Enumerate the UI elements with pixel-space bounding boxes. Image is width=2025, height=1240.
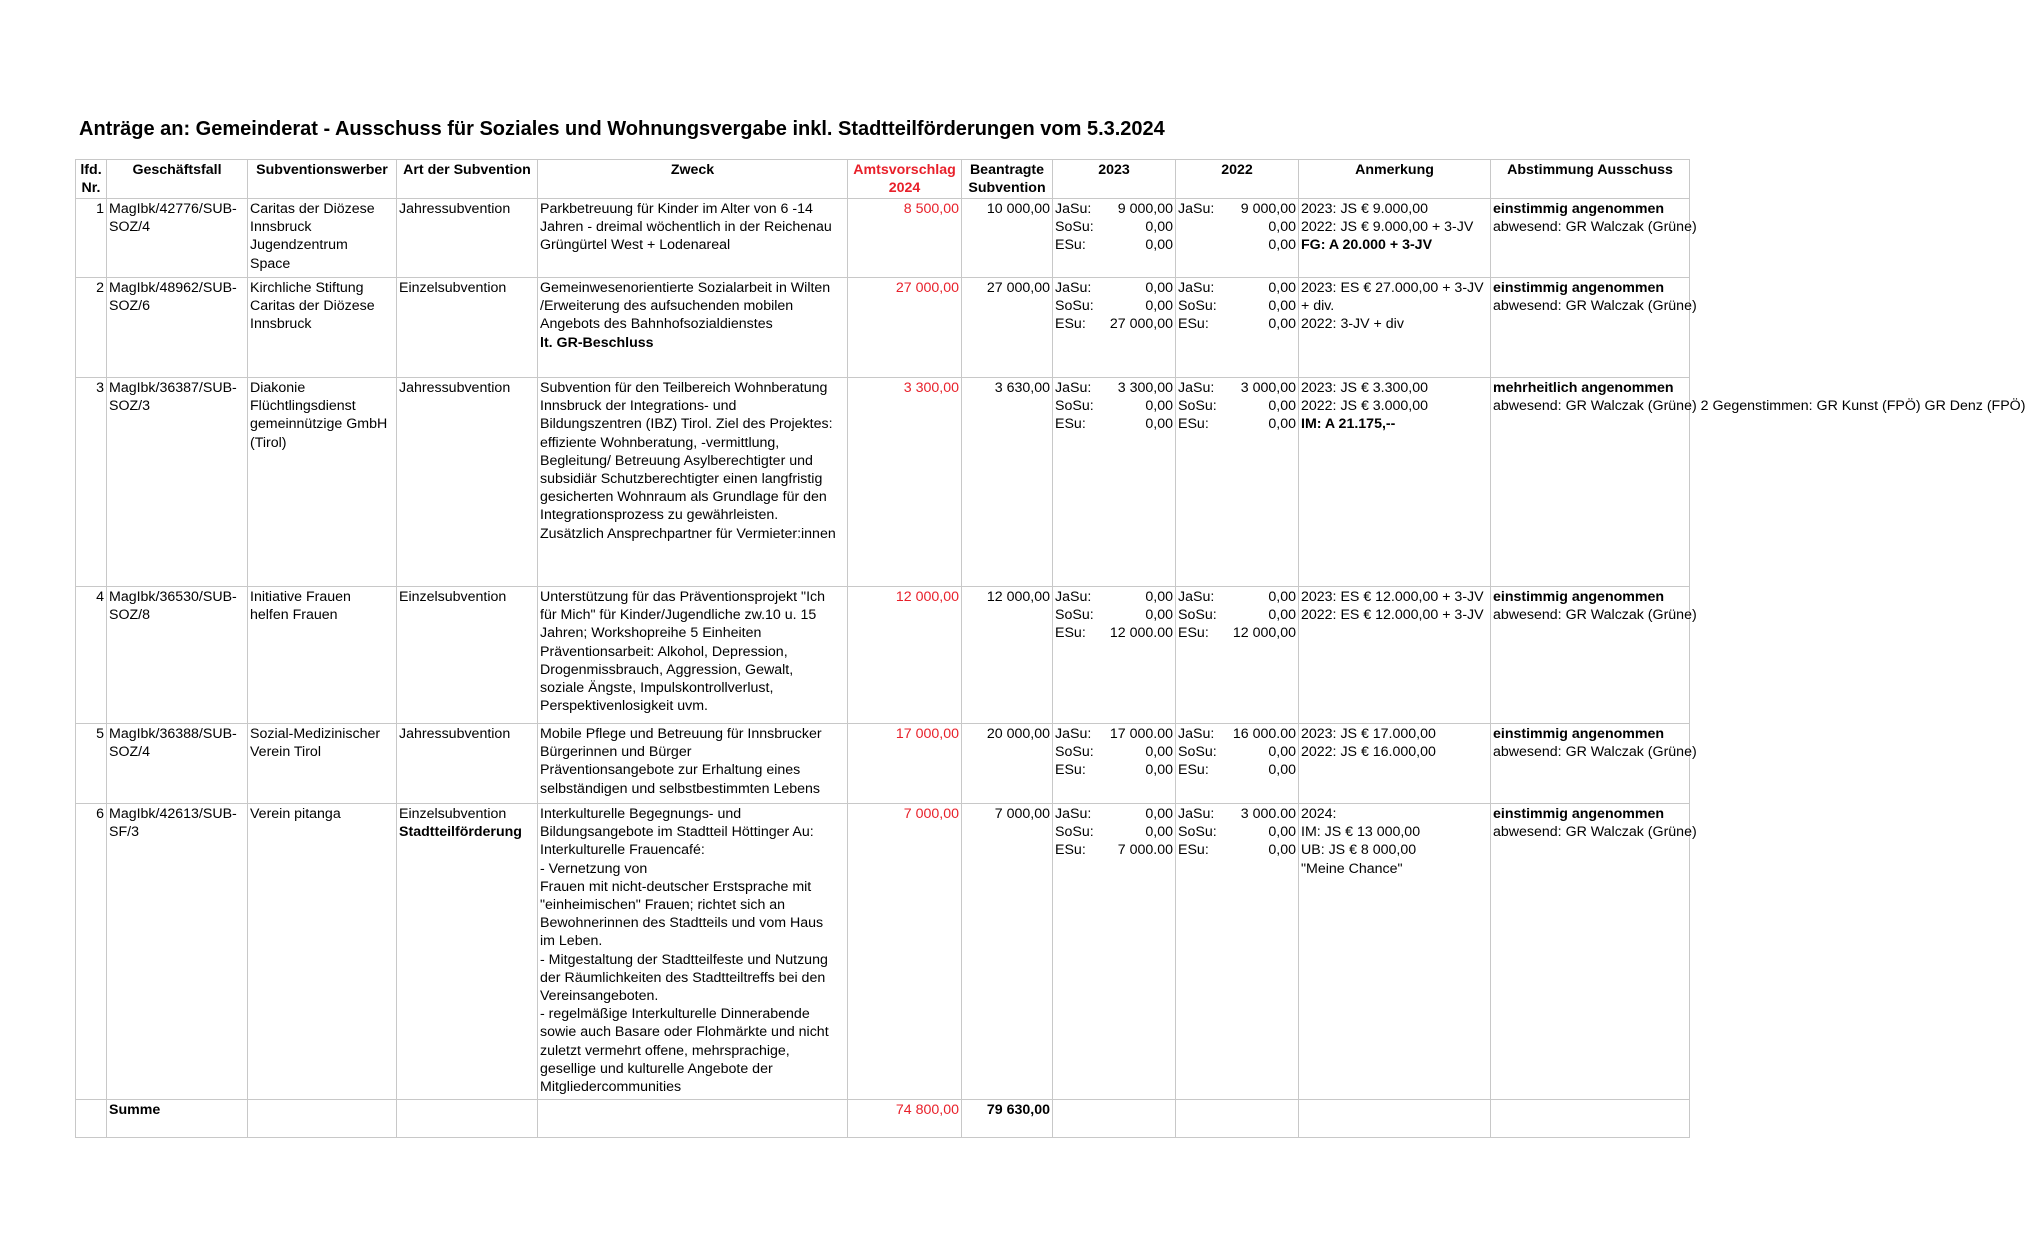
cell-anmerkung <box>1299 199 1491 278</box>
header-row <box>76 160 1690 199</box>
cell-2022-labels <box>1176 378 1226 587</box>
zweck-text: Subvention für den Teilbereich Wohnberatung Innsbruck der Integrations- und Bildungszentren (IBZ) Tirol. Ziel des Projektes: effiziente Wohnberatung, -vermittlung, Begleitung/ Betreuung Asylberechtigter und subsidiär Schutzberechtigter einen langfristig gesicherten Wohnraum als Grundlage für den Integrationsprozess zu gewährleisten. Zusätzlich Ansprechpartner für Vermieter:innen <box>540 380 836 542</box>
header-geschaeftsfall: Geschäftsfall <box>107 160 248 199</box>
cell-2022-labels <box>1176 199 1226 278</box>
summe-beantragt: 79 630,00 <box>962 1100 1053 1138</box>
label-2023: JaSu: <box>1055 589 1092 605</box>
cell-abstimmung <box>1491 378 2025 587</box>
value-2023: 0,00 <box>1145 806 1173 822</box>
zweck-text: Mobile Pflege und Betreuung für Innsbrucker Bürgerinnen und Bürger Präventionsangebote zur Erhaltung eines selbständigen und selbstbestimmten Lebens <box>540 726 822 797</box>
value-2022: 12 000,00 <box>1232 625 1296 642</box>
value-2023: 0,00 <box>1145 824 1173 841</box>
abstimmung-result: einstimmig angenommen <box>1493 201 1665 217</box>
art-text: Einzelsubvention <box>399 589 507 605</box>
cell-geschaeftsfall: MagIbk/36387/SUB- SOZ/3 <box>107 378 248 587</box>
table-row <box>76 199 1690 278</box>
cell-geschaeftsfall: MagIbk/42776/SUB- SOZ/4 <box>107 199 248 278</box>
abstimmung-result: einstimmig angenommen <box>1493 280 1665 296</box>
cell-nr: 6 <box>76 804 107 1100</box>
cell-abstimmung <box>1491 724 1697 804</box>
cell-abstimmung <box>1491 587 1697 724</box>
table-row <box>76 278 1690 378</box>
cell-art <box>397 378 538 587</box>
label-2022: SoSu: <box>1178 744 1217 761</box>
cell-geschaeftsfall: MagIbk/48962/SUB- SOZ/6 <box>107 278 248 378</box>
label-2022: JaSu: <box>1178 806 1215 822</box>
cell-2023-labels <box>1053 378 1102 587</box>
label-2022: JaSu: <box>1178 726 1215 742</box>
summe-label: Summe <box>107 1100 248 1138</box>
cell-2022-labels <box>1176 587 1226 724</box>
cell-zweck <box>538 278 848 378</box>
label-2022: SoSu: <box>1178 607 1217 624</box>
value-2023: 0,00 <box>1145 416 1173 433</box>
value-2023: 27 000,00 <box>1109 316 1173 333</box>
value-2022: 0,00 <box>1268 298 1296 315</box>
abstimmung-result: mehrheitlich angenommen <box>1493 380 1674 396</box>
cell-subventionswerber: Verein pitanga <box>248 804 397 1100</box>
value-2023: 12 000.00 <box>1109 625 1173 642</box>
value-2022: 0,00 <box>1268 842 1296 859</box>
cell-zweck <box>538 804 848 1100</box>
cell-2023-labels <box>1053 804 1102 1100</box>
art-text: Jahressubvention <box>399 201 511 217</box>
header-art: Art der Subvention <box>397 160 538 199</box>
label-2023: ESu: <box>1055 762 1086 779</box>
label-2022: ESu: <box>1178 762 1209 779</box>
cell-beantragt: 12 000,00 <box>962 587 1053 724</box>
cell-2023-values <box>1102 378 1176 587</box>
header-abstimmung: Abstimmung Ausschuss <box>1491 160 1690 199</box>
art-text: Jahressubvention <box>399 380 511 396</box>
cell-nr: 2 <box>76 278 107 378</box>
cell-abstimmung <box>1491 804 1697 1100</box>
zweck-text: Gemeinwesenorientierte Sozialarbeit in Wilten /Erweiterung des aufsuchenden mobilen Angebots des Bahnhofsozialdienstes <box>540 280 831 333</box>
cell-2022-values <box>1226 587 1299 724</box>
cell-2023-labels <box>1053 587 1102 724</box>
summe-empty <box>1176 1100 1299 1138</box>
cell-beantragt: 20 000,00 <box>962 724 1053 804</box>
value-2023: 3 300,00 <box>1117 380 1173 396</box>
label-2023: JaSu: <box>1055 726 1092 742</box>
anmerkung-text: 2023: JS € 17.000,00 2022: JS € 16.000,00 <box>1301 726 1436 761</box>
cell-2022-values <box>1226 724 1299 804</box>
cell-2023-values <box>1102 724 1176 804</box>
cell-subventionswerber: Caritas der Diözese Innsbruck Jugendzentrum Space <box>248 199 397 278</box>
cell-anmerkung <box>1299 278 1491 378</box>
label-2023: ESu: <box>1055 625 1086 642</box>
cell-subventionswerber: Kirchliche Stiftung Caritas der Diözese Innsbruck <box>248 278 397 378</box>
cell-art <box>397 199 538 278</box>
cell-2023-values <box>1102 587 1176 724</box>
cell-beantragt: 10 000,00 <box>962 199 1053 278</box>
cell-2022-labels <box>1176 804 1226 1100</box>
art-text: Einzelsubvention <box>399 806 507 822</box>
cell-2023-values <box>1102 804 1176 1100</box>
value-2023: 0,00 <box>1145 744 1173 761</box>
cell-2022-values <box>1226 278 1299 378</box>
cell-geschaeftsfall: MagIbk/36388/SUB- SOZ/4 <box>107 724 248 804</box>
label-2022: ESu: <box>1178 316 1209 333</box>
summe-empty <box>538 1100 848 1138</box>
summe-empty <box>1491 1100 1690 1138</box>
cell-zweck <box>538 587 848 724</box>
label-2023: ESu: <box>1055 316 1086 333</box>
summe-empty <box>1299 1100 1491 1138</box>
value-2022: 0,00 <box>1268 824 1296 841</box>
label-2022: JaSu: <box>1178 380 1215 396</box>
label-2023: JaSu: <box>1055 806 1092 822</box>
cell-art <box>397 278 538 378</box>
cell-nr: 1 <box>76 199 107 278</box>
cell-art <box>397 724 538 804</box>
header-2023: 2023 <box>1053 160 1176 199</box>
label-2023: SoSu: <box>1055 824 1094 841</box>
label-2022: JaSu: <box>1178 280 1215 296</box>
anmerkung-text: 2023: JS € 3.300,00 2022: JS € 3.000,00 <box>1301 380 1429 415</box>
value-2022: 0,00 <box>1268 744 1296 761</box>
cell-subventionswerber: Initiative Frauen helfen Frauen <box>248 587 397 724</box>
label-2023: JaSu: <box>1055 280 1092 296</box>
cell-anmerkung <box>1299 724 1491 804</box>
subsidy-table <box>75 159 2025 1138</box>
label-2023: SoSu: <box>1055 298 1094 315</box>
header-beantragt: Beantragte Subvention <box>962 160 1053 199</box>
value-2022: 0,00 <box>1268 762 1296 779</box>
cell-2023-values <box>1102 199 1176 278</box>
cell-2022-values <box>1226 804 1299 1100</box>
value-2023: 0,00 <box>1145 237 1173 254</box>
header-nr: lfd. Nr. <box>76 160 107 199</box>
anmerkung-text: 2023: ES € 12.000,00 + 3-JV 2022: ES € 12.000,00 + 3-JV <box>1301 589 1484 624</box>
table-row <box>76 587 1690 724</box>
value-2023: 9 000,00 <box>1117 201 1173 217</box>
value-2023: 0,00 <box>1145 280 1173 296</box>
zweck-text: Interkulturelle Begegnungs- und Bildungsangebote im Stadtteil Höttinger Au: Interkulturelle Frauencafé: - Vernetzung von Frauen mit nicht-deutscher Erstsprache mit "einheimischen" Frauen; richtet sich an Bewohnerinnen des Stadtteils und vom Haus im Leben. - Mitgestaltung der Stadtteilfeste und Nutzung der Räumlichkeiten des Stadtteiltreffs bei den Vereinsangeboten. - regelmäßige Interkulturelle Dinnerabende sowie auch Basare oder Flohmärkte und nicht zuletzt vermehrt offene, mehrsprachige, gesellige und kulturelle Angebote der Mitgliedercommunities <box>540 806 829 1096</box>
anmerkung-text: 2024: IM: JS € 13 000,00 UB: JS € 8 000,00 "Meine Chance" <box>1301 806 1421 877</box>
cell-geschaeftsfall: MagIbk/36530/SUB- SOZ/8 <box>107 587 248 724</box>
anmerkung-text: 2023: JS € 9.000,00 2022: JS € 9.000,00 + 3-JV <box>1301 201 1474 236</box>
label-2022: ESu: <box>1178 625 1209 642</box>
abstimmung-detail: abwesend: GR Walczak (Grüne) <box>1493 744 1697 761</box>
cell-zweck <box>538 378 848 587</box>
zweck-text: Unterstützung für das Präventionsprojekt "Ich für Mich" für Kinder/Jugendliche zw.10 u. 15 Jahren; Workshopreihe 5 Einheiten Präventionsarbeit: Alkohol, Depression, Drogenmissbrauch, Aggression, Gewalt, soziale Ängste, Impulskontrollverlust, Perspektivenlosigkeit uvm. <box>540 589 825 715</box>
abstimmung-result: einstimmig angenommen <box>1493 726 1665 742</box>
value-2022: 0,00 <box>1268 280 1296 296</box>
abstimmung-detail: abwesend: GR Walczak (Grüne) <box>1493 607 1697 624</box>
summe-amtsvorschlag: 74 800,00 <box>848 1100 962 1138</box>
value-2022: 0,00 <box>1268 416 1296 433</box>
header-anmerkung: Anmerkung <box>1299 160 1491 199</box>
value-2023: 0,00 <box>1145 398 1173 415</box>
anmerkung-text: 2023: ES € 27.000,00 + 3-JV + div. 2022: 3-JV + div <box>1301 280 1484 333</box>
cell-subventionswerber: Diakonie Flüchtlingsdienst gemeinnützige GmbH (Tirol) <box>248 378 397 587</box>
cell-anmerkung <box>1299 804 1491 1100</box>
value-2022: 16 000.00 <box>1232 726 1296 742</box>
label-2023: SoSu: <box>1055 398 1094 415</box>
abstimmung-detail: abwesend: GR Walczak (Grüne) <box>1493 219 1697 236</box>
cell-2023-values <box>1102 278 1176 378</box>
value-2022: 0,00 <box>1268 398 1296 415</box>
cell-2022-labels <box>1176 278 1226 378</box>
cell-2023-labels <box>1053 724 1102 804</box>
cell-subventionswerber: Sozial-Medizinischer Verein Tirol <box>248 724 397 804</box>
label-2022: SoSu: <box>1178 298 1217 315</box>
cell-amtsvorschlag: 12 000,00 <box>848 587 962 724</box>
cell-2022-values <box>1226 199 1299 278</box>
abstimmung-detail: abwesend: GR Walczak (Grüne) <box>1493 824 1697 841</box>
value-2022: 0,00 <box>1268 219 1296 236</box>
cell-beantragt: 27 000,00 <box>962 278 1053 378</box>
header-subventionswerber: Subventionswerber <box>248 160 397 199</box>
summe-empty <box>397 1100 538 1138</box>
cell-amtsvorschlag: 27 000,00 <box>848 278 962 378</box>
cell-amtsvorschlag: 17 000,00 <box>848 724 962 804</box>
summe-empty <box>248 1100 397 1138</box>
label-2023: JaSu: <box>1055 380 1092 396</box>
anmerkung-bold-text: FG: A 20.000 + 3-JV <box>1301 237 1433 254</box>
cell-art <box>397 587 538 724</box>
cell-geschaeftsfall: MagIbk/42613/SUB- SF/3 <box>107 804 248 1100</box>
header-amtsvorschlag: Amtsvorschlag 2024 <box>848 160 962 199</box>
value-2022: 3 000,00 <box>1240 380 1296 396</box>
label-2023: ESu: <box>1055 416 1086 433</box>
header-2022: 2022 <box>1176 160 1299 199</box>
summe-empty <box>76 1100 107 1138</box>
cell-zweck <box>538 724 848 804</box>
zweck-text: Parkbetreuung für Kinder im Alter von 6 -14 Jahren - dreimal wöchentlich in der Reichenau Grüngürtel West + Lodenareal <box>540 201 832 254</box>
cell-2023-labels <box>1053 278 1102 378</box>
abstimmung-result: einstimmig angenommen <box>1493 806 1665 822</box>
label-2022: SoSu: <box>1178 398 1217 415</box>
zweck-bold-text: lt. GR-Beschluss <box>540 334 654 351</box>
value-2022: 9 000,00 <box>1240 201 1296 217</box>
cell-amtsvorschlag: 7 000,00 <box>848 804 962 1100</box>
label-2022: ESu: <box>1178 416 1209 433</box>
value-2023: 0,00 <box>1145 762 1173 779</box>
cell-zweck <box>538 199 848 278</box>
label-2023: SoSu: <box>1055 219 1094 236</box>
cell-beantragt: 3 630,00 <box>962 378 1053 587</box>
label-2022: SoSu: <box>1178 824 1217 841</box>
abstimmung-detail: abwesend: GR Walczak (Grüne) <box>1493 298 1697 315</box>
table-row <box>76 378 1690 587</box>
value-2022: 0,00 <box>1268 237 1296 254</box>
summe-row <box>76 1100 1690 1138</box>
label-2023: SoSu: <box>1055 744 1094 761</box>
cell-amtsvorschlag: 8 500,00 <box>848 199 962 278</box>
cell-nr: 4 <box>76 587 107 724</box>
cell-art <box>397 804 538 1100</box>
cell-anmerkung <box>1299 378 1491 587</box>
table-row <box>76 804 1690 1100</box>
cell-anmerkung <box>1299 587 1491 724</box>
value-2022: 3 000.00 <box>1240 806 1296 822</box>
value-2023: 0,00 <box>1145 607 1173 624</box>
art-bold-text: Stadtteilförderung <box>399 824 522 841</box>
header-zweck: Zweck <box>538 160 848 199</box>
label-2023: ESu: <box>1055 842 1086 859</box>
cell-nr: 3 <box>76 378 107 587</box>
art-text: Jahressubvention <box>399 726 511 742</box>
abstimmung-detail: abwesend: GR Walczak (Grüne) 2 Gegenstimmen: GR Kunst (FPÖ) GR Denz (FPÖ) <box>1493 398 2025 415</box>
value-2022: 0,00 <box>1268 589 1296 605</box>
label-2023: ESu: <box>1055 237 1086 254</box>
cell-abstimmung <box>1491 278 1697 378</box>
cell-2022-labels <box>1176 724 1226 804</box>
art-text: Einzelsubvention <box>399 280 507 296</box>
label-2023: JaSu: <box>1055 201 1092 217</box>
page-title: Anträge an: Gemeinderat - Ausschuss für Soziales und Wohnungsvergabe inkl. Stadtteilförderungen vom 5.3.2024 <box>79 118 1165 140</box>
label-2023: SoSu: <box>1055 607 1094 624</box>
value-2022: 0,00 <box>1268 607 1296 624</box>
label-2022: JaSu: <box>1178 201 1215 217</box>
cell-nr: 5 <box>76 724 107 804</box>
label-2022: JaSu: <box>1178 589 1215 605</box>
label-2022: ESu: <box>1178 842 1209 859</box>
value-2023: 0,00 <box>1145 298 1173 315</box>
value-2023: 17 000.00 <box>1109 726 1173 742</box>
abstimmung-result: einstimmig angenommen <box>1493 589 1665 605</box>
value-2023: 7 000.00 <box>1117 842 1173 859</box>
anmerkung-bold-text: IM: A 21.175,-- <box>1301 416 1396 433</box>
value-2023: 0,00 <box>1145 589 1173 605</box>
value-2022: 0,00 <box>1268 316 1296 333</box>
cell-beantragt: 7 000,00 <box>962 804 1053 1100</box>
cell-2023-labels <box>1053 199 1102 278</box>
cell-abstimmung <box>1491 199 1697 278</box>
cell-amtsvorschlag: 3 300,00 <box>848 378 962 587</box>
cell-2022-values <box>1226 378 1299 587</box>
value-2023: 0,00 <box>1145 219 1173 236</box>
summe-empty <box>1053 1100 1176 1138</box>
table-row <box>76 724 1690 804</box>
